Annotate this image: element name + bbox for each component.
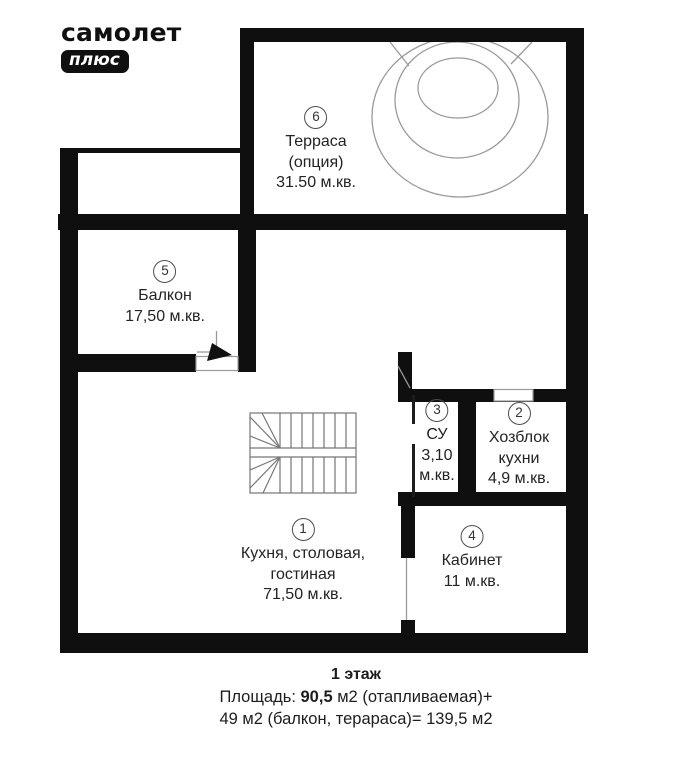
room-label-bathroom [419, 399, 454, 487]
logo-plus-badge: плюс [61, 50, 129, 73]
floor-summary [219, 664, 492, 730]
room-area: 71,50 м.кв. [263, 586, 343, 603]
room-label-utility [488, 402, 550, 490]
area-heated-value: 90,5 [300, 688, 333, 706]
area-suffix: м2 (отапливаемая)+ [332, 688, 493, 706]
room-area-unit: м.кв. [419, 467, 455, 484]
room-number-badge: 3 [425, 399, 448, 422]
room-name: Хозблок [488, 429, 550, 446]
room-area-value: 3,10 [421, 446, 453, 464]
room-number-badge: 6 [305, 106, 328, 129]
room-label-kitchen [241, 518, 365, 606]
samolet-plus-logo [61, 20, 181, 73]
room-name: СУ [426, 426, 448, 443]
room-name: Терраса [285, 133, 347, 150]
room-name: Кухня, столовая, [240, 545, 366, 562]
room-name: Кабинет [441, 552, 503, 569]
room-label-office [442, 525, 503, 592]
room-name-2: гостиная [270, 565, 336, 583]
room-number-badge: 5 [154, 260, 177, 283]
room-name: Балкон [138, 287, 192, 304]
room-area: 17,50 м.кв. [125, 307, 205, 325]
area-line-2: 49 м2 (балкон, терараса)= 139,5 м2 [219, 710, 493, 728]
room-number-badge: 1 [292, 518, 315, 541]
room-area: 11 м.кв. [443, 572, 501, 590]
room-area: 4,9 м.кв. [487, 470, 551, 487]
room-number-badge: 4 [460, 525, 483, 548]
room-label-terrace [276, 106, 356, 194]
room-label-balcony [125, 260, 205, 327]
area-prefix: Площадь: [219, 688, 301, 706]
logo-wordmark: самолет [61, 18, 182, 47]
room-area: 31.50 м.кв. [276, 174, 356, 191]
room-name-2: кухни [498, 449, 540, 467]
room-number-badge: 2 [507, 402, 530, 425]
room-name-note: (опция) [288, 153, 344, 171]
jacuzzi-icon [372, 37, 548, 197]
floor-title: 1 этаж [330, 666, 382, 683]
staircase-icon [250, 413, 356, 493]
area-line-1 [219, 686, 492, 708]
